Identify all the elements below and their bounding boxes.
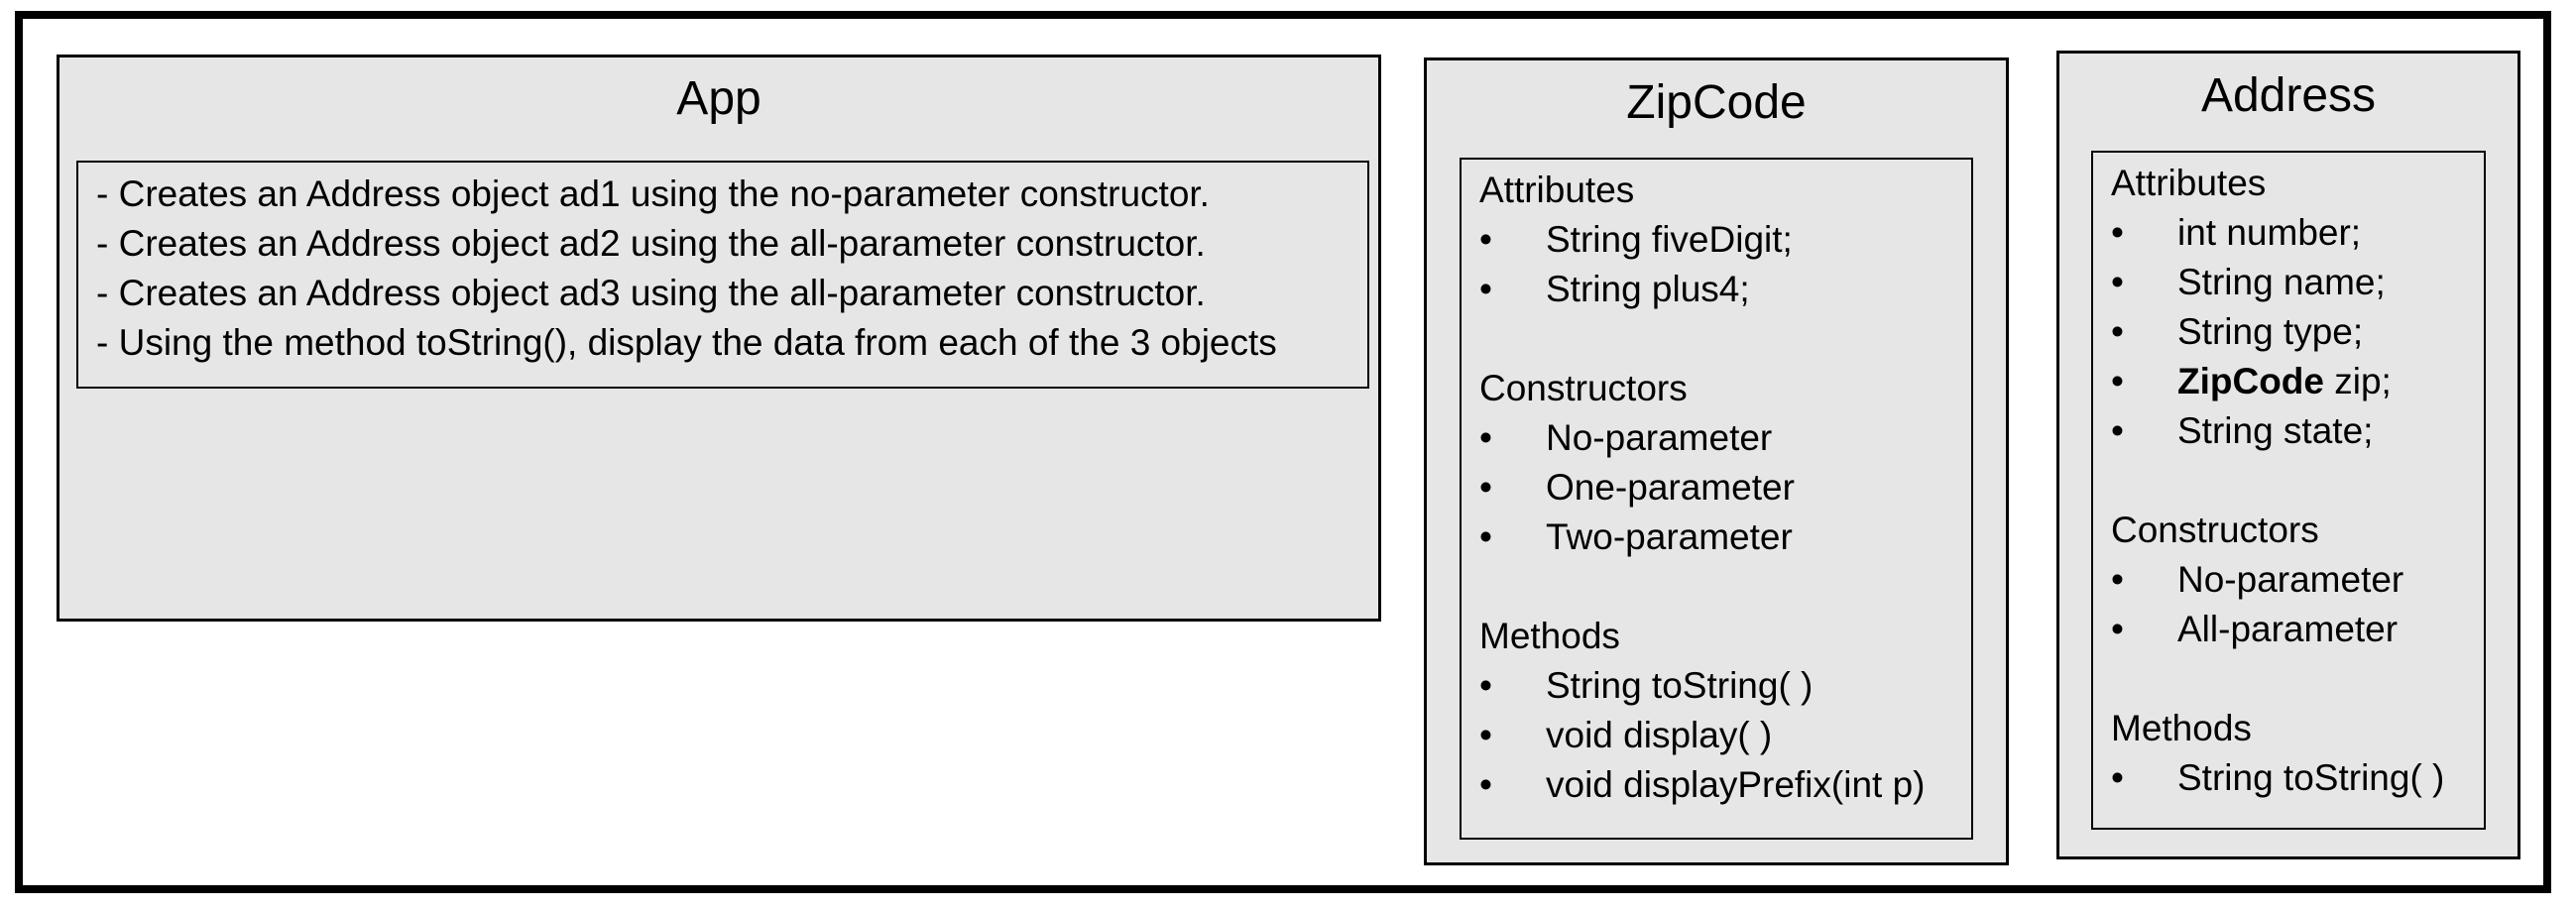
- address-members-box: [2091, 151, 2486, 830]
- app-description-line: - Creates an Address object ad3 using the all-parameter constructor.: [96, 273, 1206, 313]
- zipcode-constructor-item: [1479, 512, 1971, 562]
- zipcode-attributes-heading: Attributes: [1479, 170, 1635, 210]
- address-method-item: [2111, 753, 2484, 803]
- zipcode-members-box: [1460, 158, 1973, 840]
- address-class-box: [2056, 51, 2520, 859]
- zipcode-methods-heading: Methods: [1479, 616, 1620, 656]
- address-constructor-item: [2111, 605, 2484, 654]
- bullet-icon: •: [2111, 361, 2124, 401]
- zipcode-method-item: [1479, 760, 1971, 810]
- address-constructor-text: All-parameter: [2177, 609, 2399, 649]
- bullet-icon: •: [1479, 467, 1492, 508]
- address-attribute-item: [2111, 406, 2484, 456]
- zipcode-constructors-heading: Constructors: [1479, 368, 1688, 408]
- zipcode-constructor-text: Two-parameter: [1546, 516, 1793, 557]
- bullet-icon: •: [2111, 262, 2124, 302]
- zipcode-constructor-item: [1479, 413, 1971, 463]
- app-description-box: [76, 161, 1369, 389]
- bullet-icon: •: [1479, 269, 1492, 309]
- address-attribute-text: String name;: [2177, 262, 2386, 302]
- app-description-line: - Creates an Address object ad2 using the all-parameter constructor.: [96, 223, 1206, 264]
- bullet-icon: •: [2111, 757, 2124, 798]
- zipcode-constructor-text: No-parameter: [1546, 417, 1773, 458]
- bullet-icon: •: [2111, 410, 2124, 451]
- bullet-icon: •: [2111, 559, 2124, 600]
- zipcode-method-text: void displayPrefix(int p): [1546, 764, 1926, 805]
- zipcode-constructor-text: One-parameter: [1546, 467, 1795, 508]
- address-constructor-item: [2111, 555, 2484, 605]
- zipcode-method-item: [1479, 661, 1971, 711]
- zipcode-class-title: ZipCode: [1626, 76, 1807, 129]
- app-description-line: - Using the method toString(), display the data from each of the 3 objects: [96, 322, 1277, 363]
- address-attribute-item: [2111, 357, 2484, 406]
- zipcode-attribute-item: [1479, 265, 1971, 314]
- bullet-icon: •: [1479, 417, 1492, 458]
- zipcode-method-text: void display( ): [1546, 715, 1773, 755]
- app-description-line: - Creates an Address object ad1 using the no-parameter constructor.: [96, 173, 1210, 214]
- app-class-title: App: [676, 72, 761, 125]
- address-attribute-item: [2111, 258, 2484, 307]
- address-attribute-text: String state;: [2177, 410, 2374, 451]
- address-constructor-text: No-parameter: [2177, 559, 2404, 600]
- address-methods-heading: Methods: [2111, 708, 2252, 748]
- address-attribute-item: [2111, 307, 2484, 357]
- zipcode-method-text: String toString( ): [1546, 665, 1814, 706]
- address-attribute-text: int number;: [2177, 212, 2362, 253]
- bullet-icon: •: [1479, 764, 1492, 805]
- zipcode-method-item: [1479, 711, 1971, 760]
- address-attributes-heading: Attributes: [2111, 163, 2267, 203]
- address-method-text: String toString( ): [2177, 757, 2445, 798]
- zipcode-attribute-item: [1479, 215, 1971, 265]
- address-class-title: Address: [2200, 69, 2377, 122]
- zipcode-class-box: [1424, 57, 2009, 865]
- address-attribute-item: [2111, 208, 2484, 258]
- bullet-icon: •: [1479, 665, 1492, 706]
- app-class-box: [57, 55, 1381, 622]
- zipcode-attribute-text: String fiveDigit;: [1546, 219, 1793, 260]
- address-constructors-heading: Constructors: [2111, 510, 2319, 550]
- bullet-icon: •: [1479, 219, 1492, 260]
- bullet-icon: •: [1479, 516, 1492, 557]
- address-attribute-text: String type;: [2177, 311, 2364, 352]
- zipcode-constructor-item: [1479, 463, 1971, 512]
- bullet-icon: •: [2111, 311, 2124, 352]
- bullet-icon: •: [2111, 212, 2124, 253]
- bullet-icon: •: [2111, 609, 2124, 649]
- zip-attr-name: zip;: [2323, 361, 2392, 401]
- zipcode-type-label: ZipCode: [2177, 361, 2324, 401]
- address-attribute-text: [2177, 357, 2392, 406]
- zipcode-attribute-text: String plus4;: [1546, 269, 1750, 309]
- bullet-icon: •: [1479, 715, 1492, 755]
